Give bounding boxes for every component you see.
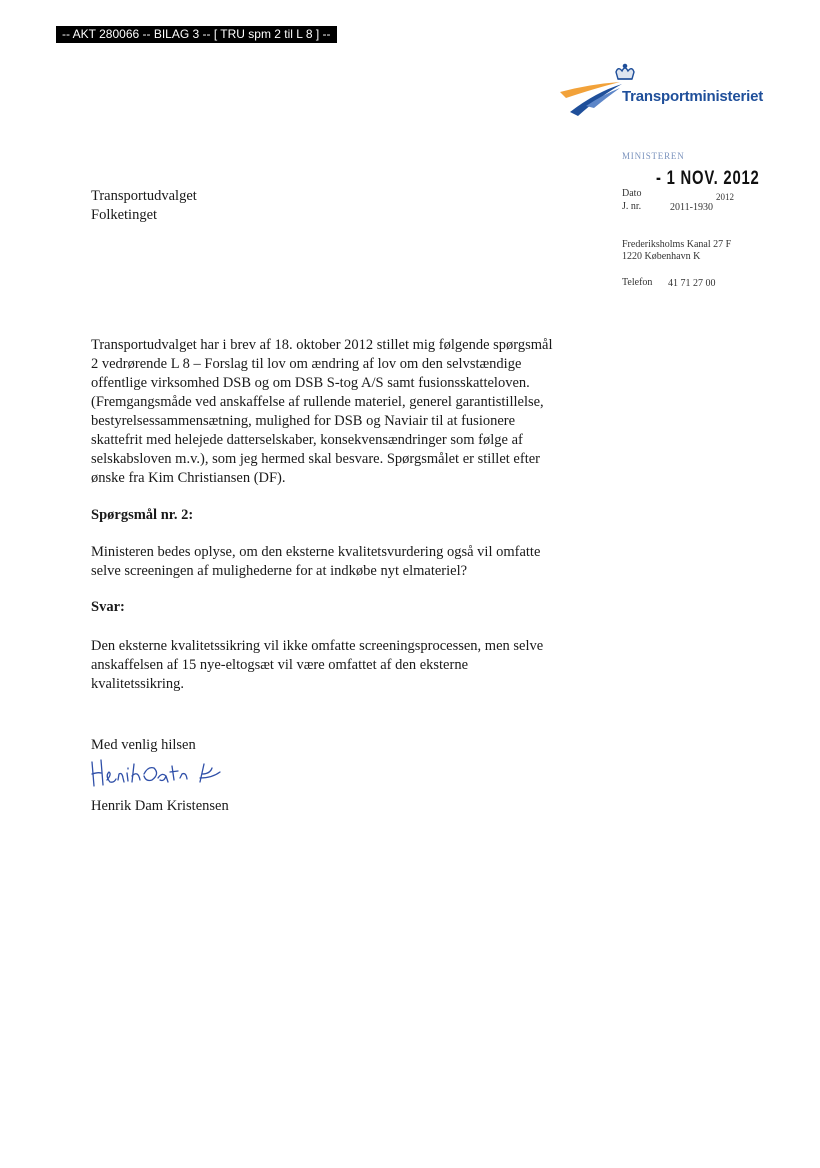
sender-address-line1: Frederiksholms Kanal 27 F xyxy=(622,239,732,250)
text-line: 2 vedrørende L 8 – Forslag til lov om ændring af lov om den selvstændige xyxy=(91,356,522,372)
text-line: ønske fra Kim Christiansen (DF). xyxy=(91,470,286,486)
text-line: anskaffelsen af 15 nye-eltogsæt vil være omfattet af den eksterne xyxy=(91,657,469,673)
recipient-line: Folketinget xyxy=(91,207,158,223)
text-line: selve screeningen af mulighederne for at indkøbe nyt elmateriel? xyxy=(91,563,468,579)
text-line: (Fremgangsmåde ved anskaffelse af rullende materiel, generel garantistillelse, xyxy=(91,394,544,410)
question-heading: Spørgsmål nr. 2: xyxy=(91,507,194,523)
text-line: bestyrelsessammensætning, mulighed for DSB og Naviair til at fusionere xyxy=(91,413,516,429)
text-line: offentlige virksomhed DSB og om DSB S-tog A/S samt fusionsskatteloven. xyxy=(91,375,530,391)
text-line: Transportudvalget har i brev af 18. oktober 2012 stillet mig følgende spørgsmål xyxy=(91,337,553,353)
phone-label: Telefon xyxy=(622,277,653,288)
intro-paragraph xyxy=(91,336,591,488)
text-line: kvalitetssikring. xyxy=(91,676,185,692)
ministry-logo xyxy=(556,62,776,122)
document-stamp-banner: -- AKT 280066 -- BILAG 3 -- [ TRU spm 2 til L 8 ] -- xyxy=(56,26,337,43)
question-paragraph xyxy=(91,543,591,581)
received-date-stamp: - 1 NOV. 2012 xyxy=(656,168,760,189)
sender-address-line2: 1220 København K xyxy=(622,251,701,262)
logo-wordmark: Transportministeriet xyxy=(622,88,764,105)
text-line: skattefrit med helejede datterselskaber, konsekvensændringer som følge af xyxy=(91,432,523,448)
text-line: Ministeren bedes oplyse, om den eksterne kvalitetsvurdering også vil omfatte xyxy=(91,544,541,560)
text-line: selskabsloven m.v.), som jeg hermed skal besvare. Spørgsmålet er stillet efter xyxy=(91,451,540,467)
signature-scribble-icon xyxy=(88,752,228,792)
recipient-line: Transportudvalget xyxy=(91,188,197,204)
phone-value: 41 71 27 00 xyxy=(668,278,716,289)
signer-name: Henrik Dam Kristensen xyxy=(91,798,229,814)
handwritten-signature xyxy=(88,752,228,797)
recipient-address xyxy=(91,187,197,225)
journal-number-value: 2011-1930 xyxy=(670,202,713,213)
text-line: Den eksterne kvalitetssikring vil ikke omfatte screeningsprocessen, men selve xyxy=(91,638,544,654)
answer-heading: Svar: xyxy=(91,599,125,615)
answer-paragraph xyxy=(91,637,591,694)
journal-number-label: J. nr. xyxy=(622,201,642,212)
date-value: 2012 xyxy=(716,192,734,202)
date-label: Dato xyxy=(622,188,642,199)
closing-line: Med venlig hilsen xyxy=(91,737,196,753)
sender-title: MINISTEREN xyxy=(622,151,685,161)
